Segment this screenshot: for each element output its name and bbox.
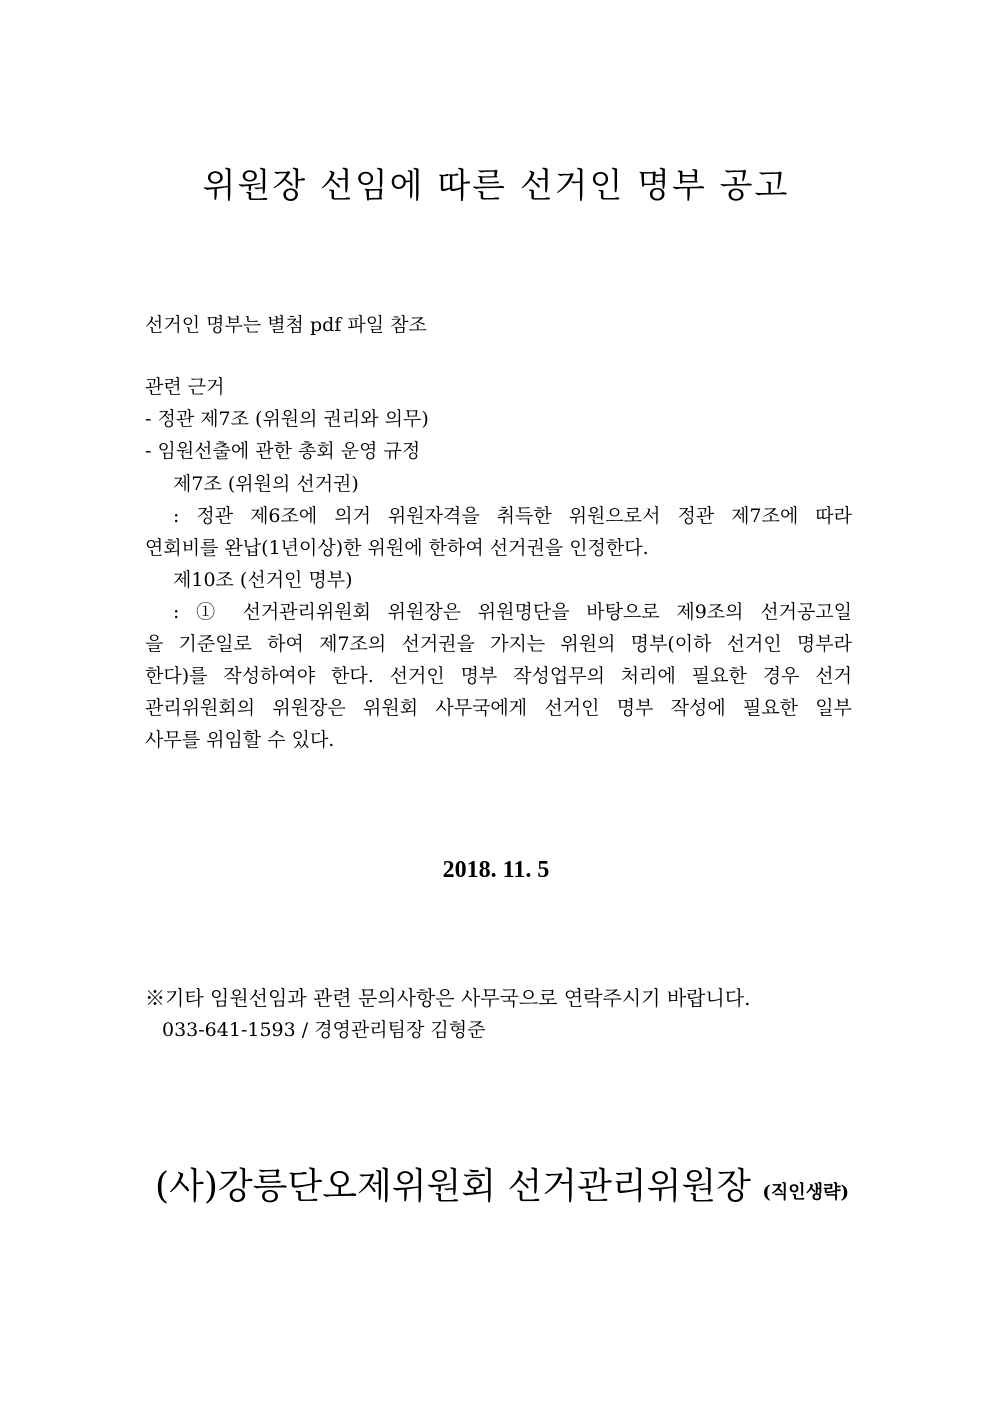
basis-item: - 임원선출에 관한 총회 운영 규정 [145,440,421,462]
contact-info: 033-641-1593 / 경영관리팀장 김형준 [162,1019,486,1041]
contact-note: ※기타 임원선임과 관련 문의사항은 사무국으로 연락주시기 바랍니다. [145,986,751,1010]
article7-line: 연회비를 완납(1년이상)한 위원에 한하여 선거권을 인정한다. [145,537,649,559]
intro-text: 선거인 명부는 별첨 pdf 파일 참조 [145,314,427,336]
article7-line: : 정관 제6조에 의거 위원자격을 취득한 위원으로서 정관 제7조에 따라 [173,505,852,527]
article10-line: 을 기준일로 하여 제7조의 선거권을 가지는 위원의 명부(이하 선거인 명부라 [145,633,852,655]
seal-omitted-note: (직인생략) [762,1182,849,1203]
issuer-signature [155,1158,849,1209]
article10-line: 관리위원회의 위원장은 위원회 사무국에게 선거인 명부 작성에 필요한 일부 [145,697,852,719]
article10-line: 사무를 위임할 수 있다. [145,729,335,751]
article10-title: 제10조 (선거인 명부) [173,569,353,591]
issuer-name: (사)강릉단오제위원회 선거관리위원장 [155,1166,751,1207]
article10-line: : ① 선거관리위원회 위원장은 위원명단을 바탕으로 제9조의 선거공고일 [173,601,852,623]
basis-heading: 관련 근거 [145,376,225,398]
article10-line: 한다)를 작성하여야 한다. 선거인 명부 작성업무의 처리에 필요한 경우 선거 [145,665,852,687]
basis-item: - 정관 제7조 (위원의 권리와 의무) [145,408,429,430]
article7-title: 제7조 (위원의 선거권) [173,473,359,495]
notice-date: 2018. 11. 5 [442,857,550,883]
document-title: 위원장 선임에 따른 선거인 명부 공고 [202,166,790,206]
